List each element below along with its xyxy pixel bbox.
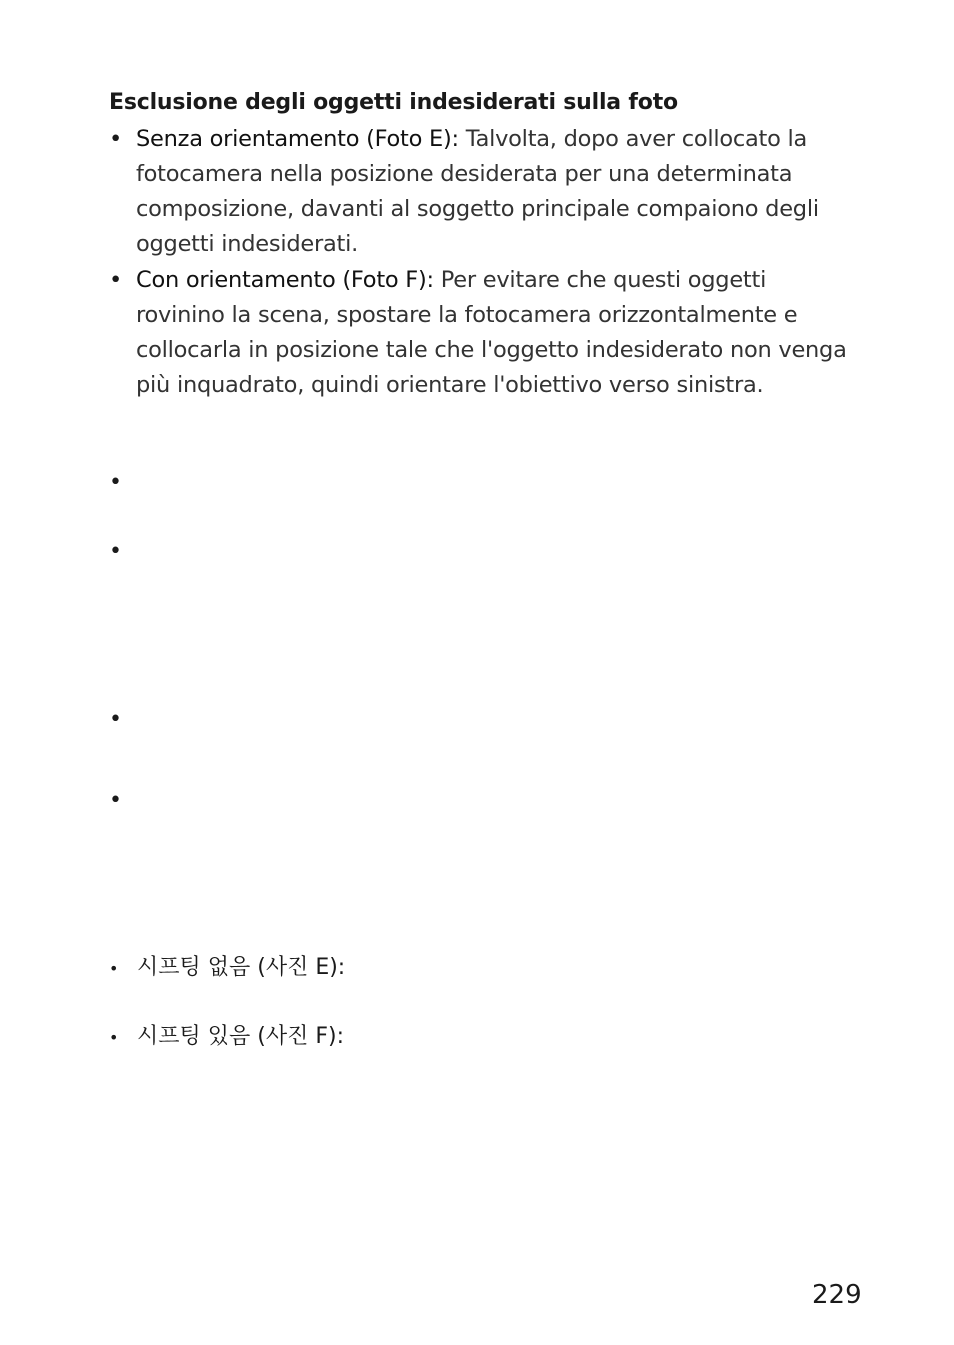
list-item-body: Talvolta, dopo aver collocato la fotocamera nella posizione desiderata per una determinata composizione, davanti al soggetto principale compaiono degli oggetti indesiderati. [136, 126, 819, 257]
list-item-body: Per evitare che questi oggetti rovinino la scena, spostare la fotocamera orizzontalmente e collocarla in posizione tale che l'oggetto indesiderato non venga più inquadrato, quindi orientare l'obiettivo verso sinistra. [136, 267, 847, 398]
empty-bullet: • [109, 539, 122, 564]
korean-list-item-label: 시프팅 없음 (사진 E): [137, 955, 346, 980]
empty-bullet: • [109, 788, 122, 813]
empty-bullet: • [109, 470, 122, 495]
bullet-icon: • [109, 959, 119, 978]
page-number: 229 [812, 1280, 862, 1310]
korean-list-item-with-shift [109, 1022, 344, 1053]
list-item-text [136, 122, 849, 262]
list-item-no-shift [109, 122, 849, 262]
bullet-icon: • [109, 267, 123, 293]
korean-list-item-label: 시프팅 있음 (사진 F): [137, 1024, 344, 1049]
list-item-with-shift [109, 263, 849, 403]
korean-list-item-no-shift [109, 953, 345, 984]
section-heading: Esclusione degli oggetti indesiderati sulla foto [109, 90, 678, 115]
list-item-label: Senza orientamento (Foto E): [136, 126, 459, 152]
empty-bullet: • [109, 707, 122, 732]
list-item-text [136, 263, 849, 403]
bullet-icon: • [109, 126, 123, 152]
bullet-icon: • [109, 1028, 119, 1047]
list-item-label: Con orientamento (Foto F): [136, 267, 434, 293]
